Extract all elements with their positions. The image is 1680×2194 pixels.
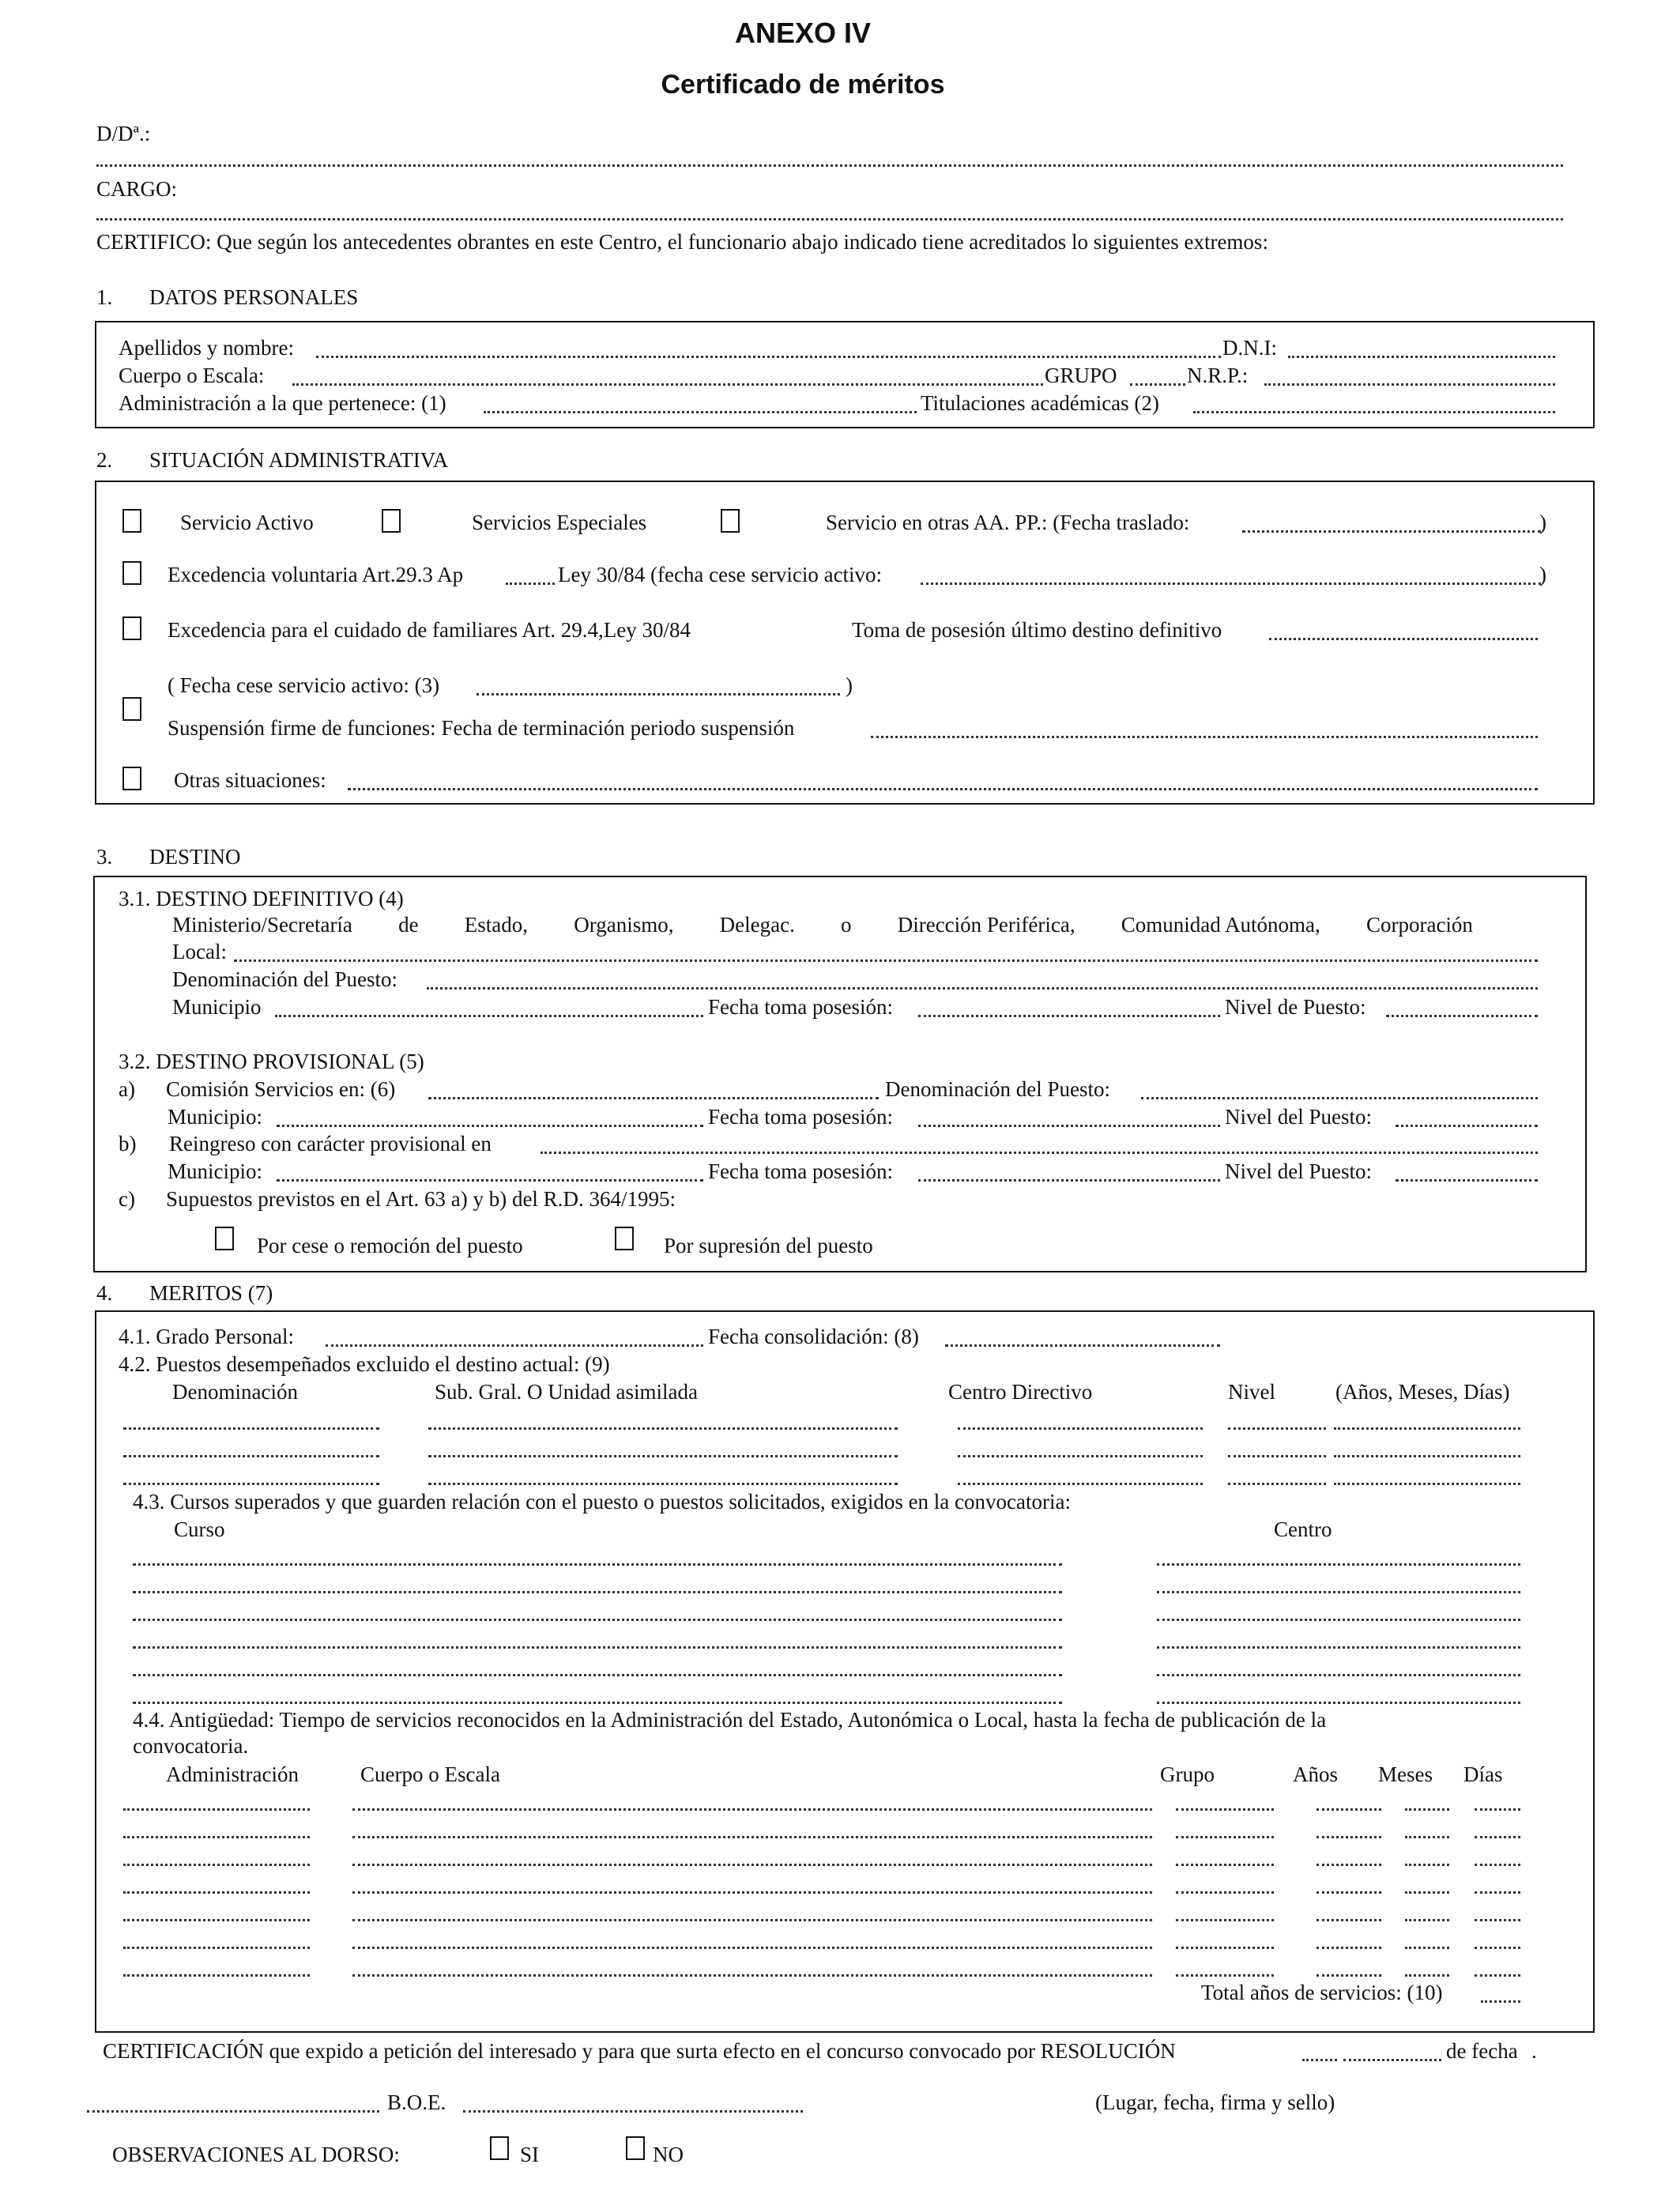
administracion-field[interactable]: [484, 411, 917, 413]
fecha-toma-label: Fecha toma posesión:: [708, 995, 893, 1019]
antiguedad-dias-field[interactable]: [1475, 1919, 1520, 1921]
destino-definitivo-heading: 3.1. DESTINO DEFINITIVO (4): [119, 887, 404, 910]
antiguedad-anos-field[interactable]: [1317, 1919, 1381, 1921]
antiguedad-grupo-field[interactable]: [1176, 1919, 1274, 1921]
col-grupo: Grupo: [1160, 1762, 1215, 1786]
suspension-label: Suspensión firme de funciones: Fecha de terminación periodo suspensión: [168, 716, 795, 740]
antiguedad-anos-field[interactable]: [1317, 1947, 1381, 1949]
municipio-field[interactable]: [275, 1015, 703, 1017]
col-dias: Días: [1463, 1762, 1503, 1786]
fecha-consolidacion-field[interactable]: [945, 1344, 1220, 1347]
antiguedad-anos-field[interactable]: [1317, 1808, 1381, 1811]
fecha-toma-field[interactable]: [918, 1015, 1220, 1017]
antiguedad-dias-field[interactable]: [1475, 1974, 1520, 1977]
puesto-centro-field[interactable]: [958, 1427, 1203, 1430]
nrp-field[interactable]: [1264, 383, 1555, 386]
close-paren-1: ): [1539, 511, 1546, 534]
servicio-otras-checkbox[interactable]: [721, 509, 740, 533]
administracion-label: Administración a la que pertenece: (1): [119, 391, 446, 415]
item-a: a): [119, 1077, 135, 1101]
col-meses: Meses: [1378, 1762, 1433, 1786]
si-label: SI: [520, 2143, 540, 2166]
ministerio-word: Ministerio/Secretaría: [172, 913, 352, 937]
puesto-centro-field[interactable]: [958, 1483, 1203, 1485]
antiguedad-meses-field[interactable]: [1405, 1891, 1449, 1894]
por-cese-checkbox[interactable]: [215, 1227, 234, 1250]
antiguedad-anos-field[interactable]: [1317, 1836, 1381, 1838]
col-nivel: Nivel: [1228, 1380, 1275, 1404]
fecha-traslado-field[interactable]: [1242, 530, 1541, 533]
curso-centro-field[interactable]: [1157, 1702, 1520, 1704]
titulaciones-field[interactable]: [1193, 411, 1555, 413]
section-1-number: 1.: [96, 285, 113, 309]
antiguedad-grupo-field[interactable]: [1176, 1947, 1274, 1949]
ministerio-word: Corporación: [1365, 913, 1473, 937]
denominacion-label: Denominación del Puesto:: [172, 967, 397, 991]
section-2-title: SITUACIÓN ADMINISTRATIVA: [149, 448, 449, 472]
antiguedad-grupo-field[interactable]: [1176, 1808, 1274, 1811]
excedencia-voluntaria-label: Excedencia voluntaria Art.29.3 Ap: [168, 563, 464, 586]
antiguedad-anos-field[interactable]: [1317, 1891, 1381, 1894]
section-1-title: DATOS PERSONALES: [149, 285, 359, 309]
cursos-heading: 4.3. Cursos superados y que guarden relación con el puesto o puestos solicitados, exigidos en la convocatoria:: [133, 1490, 1071, 1514]
cargo-field[interactable]: [96, 218, 1563, 221]
apellidos-label: Apellidos y nombre:: [119, 336, 294, 360]
puesto-denominacion-field[interactable]: [123, 1427, 379, 1430]
puesto-nivel-field[interactable]: [1228, 1427, 1326, 1430]
suspension-field[interactable]: [871, 736, 1538, 738]
cuerpo-field[interactable]: [292, 383, 1043, 386]
col-centro-directivo: Centro Directivo: [948, 1380, 1093, 1404]
ministerio-word: Delegac.: [719, 913, 795, 937]
fecha-toma2-label: Fecha toma posesión:: [708, 1105, 893, 1129]
boe-label: B.O.E.: [387, 2090, 446, 2114]
col-sub-gral: Sub. Gral. O Unidad asimilada: [435, 1380, 698, 1404]
excedencia-cuidado-label: Excedencia para el cuidado de familiares Art. 29.4,Ley 30/84: [168, 618, 691, 642]
apartado-field[interactable]: [506, 582, 555, 585]
col-administracion: Administración: [166, 1762, 299, 1786]
close-paren-2: ): [1539, 563, 1546, 586]
antiguedad-meses-field[interactable]: [1405, 1919, 1449, 1921]
ministerio-word: de: [398, 913, 419, 937]
period: .: [1531, 2039, 1537, 2063]
denominacion2-field[interactable]: [1141, 1097, 1538, 1099]
antiguedad-dias-field[interactable]: [1475, 1808, 1520, 1811]
apellidos-field[interactable]: [316, 356, 1221, 358]
puestos-heading: 4.2. Puestos desempeñados excluido el destino actual: (9): [119, 1352, 610, 1376]
ministerio-word: o: [841, 913, 852, 937]
antiguedad-admin-field[interactable]: [123, 1808, 310, 1811]
comision-field[interactable]: [428, 1097, 879, 1099]
puesto-tiempo-field[interactable]: [1334, 1427, 1520, 1430]
ministerio-word: Estado,: [464, 913, 529, 937]
ministerio-word: Comunidad Autónoma,: [1121, 913, 1320, 937]
municipio2-field[interactable]: [277, 1125, 703, 1127]
por-supresion-checkbox[interactable]: [615, 1227, 634, 1250]
fecha-toma3-field[interactable]: [918, 1179, 1220, 1182]
suspension-checkbox[interactable]: [122, 697, 141, 721]
antiguedad-grupo-field[interactable]: [1176, 1836, 1274, 1838]
puesto-sub-field[interactable]: [428, 1483, 898, 1485]
cuerpo-label: Cuerpo o Escala:: [119, 364, 265, 387]
cargo-label: CARGO:: [96, 177, 178, 201]
municipio3-label: Municipio:: [168, 1159, 262, 1183]
nrp-label: N.R.P.:: [1187, 364, 1249, 387]
certificacion-text: CERTIFICACIÓN que expido a petición del interesado y para que surta efecto en el concurso convocado por RESOLUCIÓN: [103, 2039, 1176, 2063]
col-anos: Años: [1293, 1762, 1339, 1786]
close-paren-3: ): [846, 673, 853, 697]
puesto-denominacion-field[interactable]: [123, 1483, 379, 1485]
municipio-label: Municipio: [172, 995, 262, 1019]
puesto-sub-field[interactable]: [428, 1427, 898, 1430]
dd-field[interactable]: [96, 164, 1563, 167]
fecha-toma2-field[interactable]: [918, 1125, 1220, 1127]
puesto-tiempo-field[interactable]: [1334, 1455, 1520, 1457]
antiguedad-grupo-field[interactable]: [1176, 1974, 1274, 1977]
curso-field[interactable]: [133, 1563, 1062, 1566]
grado-label: 4.1. Grado Personal:: [119, 1325, 294, 1348]
toma-posesion-field[interactable]: [1269, 638, 1538, 640]
col-centro: Centro: [1274, 1517, 1332, 1541]
antiguedad-admin-field[interactable]: [123, 1836, 310, 1838]
curso-field[interactable]: [133, 1702, 1062, 1704]
nivel-del-puesto3-label: Nivel del Puesto:: [1225, 1159, 1372, 1183]
por-supresion-label: Por supresión del puesto: [664, 1234, 873, 1257]
antiguedad-cuerpo-field[interactable]: [352, 1891, 1152, 1894]
antiguedad-grupo-field[interactable]: [1176, 1864, 1274, 1866]
ley-label: Ley 30/84 (fecha cese servicio activo:: [558, 563, 883, 586]
curso-field[interactable]: [133, 1674, 1062, 1676]
col-denominacion: Denominación: [172, 1380, 298, 1404]
section-4-title: MERITOS (7): [149, 1281, 273, 1305]
servicio-activo-label: Servicio Activo: [180, 511, 314, 534]
item-b: b): [119, 1132, 137, 1155]
curso-centro-field[interactable]: [1157, 1563, 1520, 1566]
puesto-sub-field[interactable]: [428, 1455, 898, 1457]
antiguedad-dias-field[interactable]: [1475, 1947, 1520, 1949]
col-curso: Curso: [174, 1517, 225, 1541]
local-field[interactable]: [234, 959, 1538, 962]
section-3-number: 3.: [96, 845, 113, 869]
servicio-otras-label: Servicio en otras AA. PP.: (Fecha traslado:: [826, 511, 1190, 534]
antiguedad-cuerpo-field[interactable]: [352, 1836, 1152, 1838]
curso-centro-field[interactable]: [1157, 1674, 1520, 1676]
toma-posesion-label: Toma de posesión último destino definitivo: [852, 618, 1222, 642]
excedencia-cuidado-checkbox[interactable]: [122, 616, 141, 640]
antiguedad-dias-field[interactable]: [1475, 1891, 1520, 1894]
grado-field[interactable]: [326, 1344, 703, 1347]
certifico-text: CERTIFICO: Que según los antecedentes obrantes en este Centro, el funcionario abajo indicado tiene acreditados lo siguientes extremos:: [96, 230, 1268, 254]
meritos-box: [95, 1310, 1595, 2033]
antiguedad-cuerpo-field[interactable]: [352, 1919, 1152, 1921]
puesto-nivel-field[interactable]: [1228, 1455, 1326, 1457]
fecha-consolidacion-label: Fecha consolidación: (8): [708, 1325, 919, 1348]
excedencia-voluntaria-checkbox[interactable]: [122, 561, 141, 585]
curso-field[interactable]: [133, 1591, 1062, 1593]
municipio3-field[interactable]: [277, 1179, 703, 1182]
dni-field[interactable]: [1288, 356, 1555, 358]
curso-centro-field[interactable]: [1157, 1591, 1520, 1593]
destino-provisional-heading: 3.2. DESTINO PROVISIONAL (5): [119, 1050, 424, 1073]
page-title: Certificado de méritos: [661, 70, 945, 100]
fecha-cese-field[interactable]: [921, 582, 1541, 585]
fecha-cese-activo-field[interactable]: [477, 693, 840, 696]
antiguedad-admin-field[interactable]: [123, 1864, 310, 1866]
nivel-puesto-label: Nivel de Puesto:: [1225, 995, 1366, 1019]
dni-label: D.N.I:: [1222, 336, 1277, 360]
grupo-label: GRUPO: [1045, 364, 1117, 387]
total-anos-field[interactable]: [1481, 2000, 1520, 2003]
lugar-fecha-firma: (Lugar, fecha, firma y sello): [1095, 2090, 1335, 2114]
titulaciones-label: Titulaciones académicas (2): [921, 391, 1159, 415]
puesto-denominacion-field[interactable]: [123, 1455, 379, 1457]
antiguedad-meses-field[interactable]: [1405, 1836, 1449, 1838]
section-3-title: DESTINO: [149, 845, 241, 869]
antiguedad-heading: 4.4. Antigüedad: Tiempo de servicios reconocidos en la Administración del Estado, Autonómica o Local, hasta la fecha de publicación de la: [133, 1708, 1327, 1732]
si-checkbox[interactable]: [490, 2136, 509, 2160]
curso-field[interactable]: [133, 1646, 1062, 1649]
antiguedad-admin-field[interactable]: [123, 1891, 310, 1894]
nivel-del-puesto-field[interactable]: [1396, 1125, 1538, 1127]
nivel-puesto-field[interactable]: [1386, 1015, 1538, 1017]
section-2-number: 2.: [96, 448, 113, 472]
antiguedad-dias-field[interactable]: [1475, 1864, 1520, 1866]
observaciones-label: OBSERVACIONES AL DORSO:: [112, 2143, 400, 2166]
fecha-cese-label: ( Fecha cese servicio activo: (3): [168, 673, 440, 697]
antiguedad-meses-field[interactable]: [1405, 1864, 1449, 1866]
resolucion-field[interactable]: [1302, 2059, 1337, 2061]
puesto-nivel-field[interactable]: [1228, 1483, 1326, 1485]
antiguedad-anos-field[interactable]: [1317, 1864, 1381, 1866]
dd-label: D/Dª.:: [96, 122, 151, 145]
curso-centro-field[interactable]: [1157, 1619, 1520, 1621]
puesto-centro-field[interactable]: [958, 1455, 1203, 1457]
otras-situaciones-checkbox[interactable]: [122, 767, 141, 790]
grupo-field[interactable]: [1130, 383, 1185, 386]
antiguedad-cuerpo-field[interactable]: [352, 1808, 1152, 1811]
antiguedad-meses-field[interactable]: [1405, 1974, 1449, 1977]
total-anos-label: Total años de servicios: (10): [1201, 1981, 1443, 2004]
municipio2-label: Municipio:: [168, 1105, 262, 1129]
boe-number-field[interactable]: [87, 2110, 379, 2113]
local-label: Local:: [172, 940, 227, 963]
antiguedad-meses-field[interactable]: [1405, 1947, 1449, 1949]
antiguedad-grupo-field[interactable]: [1176, 1891, 1274, 1894]
comision-label: Comisión Servicios en: (6): [166, 1077, 396, 1101]
servicios-especiales-checkbox[interactable]: [382, 509, 401, 533]
item-c: c): [119, 1187, 135, 1211]
denominacion-field[interactable]: [427, 987, 1538, 990]
ministerio-word: Dirección Periférica,: [897, 913, 1075, 937]
otras-situaciones-label: Otras situaciones:: [174, 768, 326, 792]
annex-title: ANEXO IV: [734, 17, 872, 49]
section-4-number: 4.: [96, 1281, 113, 1305]
reingreso-label: Reingreso con carácter provisional en: [169, 1132, 492, 1155]
antiguedad-admin-field[interactable]: [123, 1974, 310, 1977]
antiguedad-meses-field[interactable]: [1405, 1808, 1449, 1811]
col-cuerpo-escala: Cuerpo o Escala: [360, 1762, 500, 1786]
antiguedad-cuerpo-field[interactable]: [352, 1947, 1152, 1949]
denominacion2-label: Denominación del Puesto:: [885, 1077, 1110, 1101]
antiguedad-admin-field[interactable]: [123, 1919, 310, 1921]
antiguedad-cuerpo-field[interactable]: [352, 1974, 1152, 1977]
servicios-especiales-label: Servicios Especiales: [472, 511, 647, 534]
otras-situaciones-field[interactable]: [348, 788, 1538, 790]
ministerio-line: [172, 914, 1473, 936]
por-cese-label: Por cese o remoción del puesto: [257, 1234, 523, 1257]
antiguedad-dias-field[interactable]: [1475, 1836, 1520, 1838]
nivel-del-puesto-label: Nivel del Puesto:: [1225, 1105, 1372, 1129]
antiguedad-admin-field[interactable]: [123, 1947, 310, 1949]
antiguedad-heading-cont: convocatoria.: [133, 1734, 249, 1758]
puesto-tiempo-field[interactable]: [1334, 1483, 1520, 1485]
curso-centro-field[interactable]: [1157, 1646, 1520, 1649]
fecha-toma3-label: Fecha toma posesión:: [708, 1159, 893, 1183]
de-fecha-label: de fecha: [1446, 2039, 1518, 2063]
no-checkbox[interactable]: [626, 2136, 645, 2160]
reingreso-field[interactable]: [541, 1152, 1538, 1154]
no-label: NO: [653, 2143, 684, 2166]
servicio-activo-checkbox[interactable]: [122, 509, 141, 533]
col-tiempo: (Años, Meses, Días): [1335, 1380, 1510, 1404]
boe-date-field[interactable]: [463, 2110, 803, 2113]
resolucion-date-field[interactable]: [1343, 2059, 1441, 2061]
nivel-del-puesto3-field[interactable]: [1396, 1179, 1538, 1182]
curso-field[interactable]: [133, 1619, 1062, 1621]
antiguedad-anos-field[interactable]: [1317, 1974, 1381, 1977]
antiguedad-cuerpo-field[interactable]: [352, 1864, 1152, 1866]
ministerio-word: Organismo,: [574, 913, 674, 937]
supuestos-label: Supuestos previstos en el Art. 63 a) y b) del R.D. 364/1995:: [166, 1187, 676, 1211]
